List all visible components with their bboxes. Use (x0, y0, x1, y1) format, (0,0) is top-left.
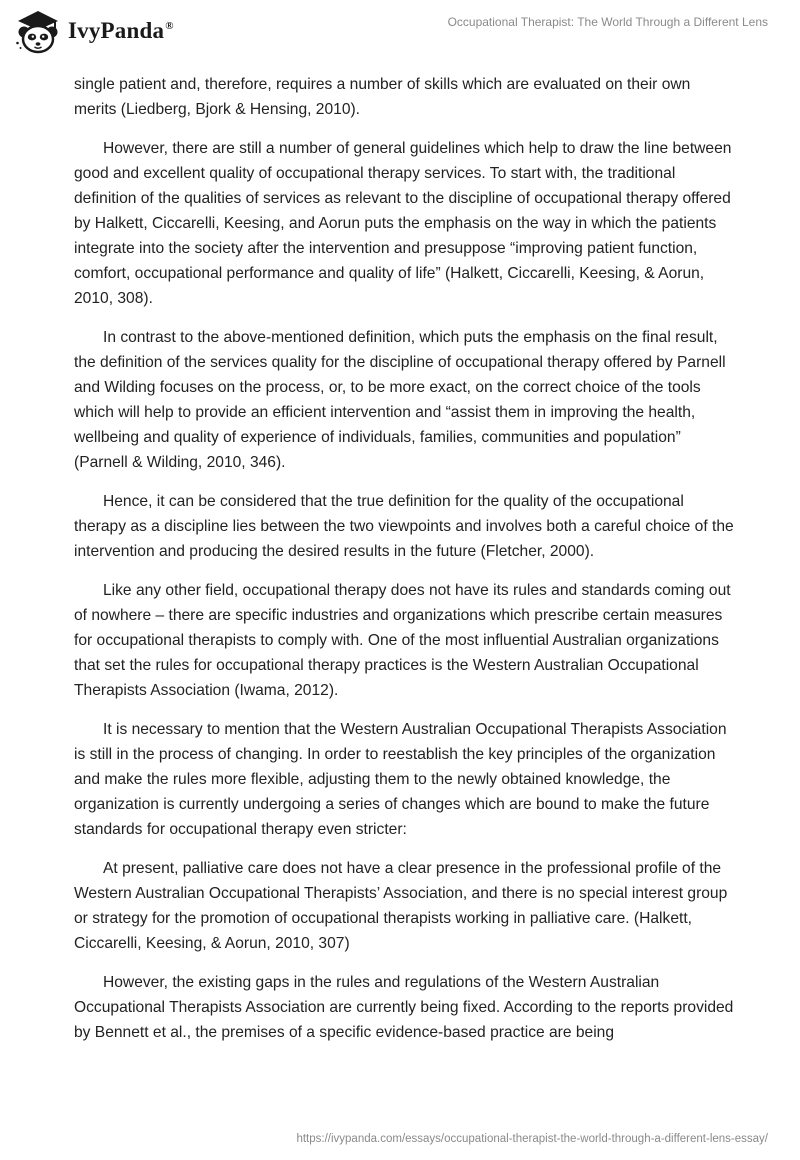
paragraph-gaps: However, the existing gaps in the rules and regulations of the Western Australian Occupational Therapists Association are currently being fixed. According to the reports provided by Bennett et al., the premises of a specific evidence-based practice are being (74, 974, 734, 1041)
paragraph-guidelines: However, there are still a number of general guidelines which help to draw the line between good and excellent quality of occupational therapy services. To start with, the traditional definition of the qualities of services as relevant to the discipline of occupational therapy offered by Halkett, Ciccarelli, Keesing, and Aorun puts the emphasis on the way in which the patients integrate into the society after the intervention and presuppose “improving patient function, comfort, occupational performance and quality of life” (Halkett, Ciccarelli, Keesing, & Aorun, 2010, 308). (74, 140, 732, 307)
registered-mark: ® (165, 20, 174, 33)
logo-wordmark (68, 18, 174, 44)
logo-text: IvyPanda (68, 18, 165, 43)
document-title: Occupational Therapist: The World Through a Different Lens (447, 15, 768, 29)
paragraph-hence: Hence, it can be considered that the true definition for the quality of the occupational therapy as a discipline lies between the two viewpoints and involves both a careful choice of the intervention and producing the desired results in the future (Fletcher, 2000). (74, 493, 734, 560)
ivypanda-logo[interactable] (14, 8, 174, 54)
paragraph-quote: At present, palliative care does not have a clear presence in the professional profile of the Western Australian Occupational Therapists’ Association, and there is no special interest group or strategy for the promotion of occupational therapists working in palliative care. (Halkett, Ciccarelli, Keesing, & Aorun, 2010, 307) (74, 860, 728, 952)
paragraph-continuation: single patient and, therefore, requires a number of skills which are evaluated on their own merits (Liedberg, Bjork & Hensing, 2010). (74, 76, 691, 118)
panda-graduate-icon (14, 8, 62, 54)
essay-body (74, 72, 734, 1059)
source-url[interactable]: https://ivypanda.com/essays/occupational-therapist-the-world-through-a-different-lens-essay/ (296, 1133, 768, 1145)
paragraph-rules: Like any other field, occupational therapy does not have its rules and standards coming out of nowhere – there are specific industries and organizations which prescribe certain measures for occupational therapists to comply with. One of the most influential Australian organizations that set the rules for occupational therapy practices is the Western Australian Occupational Therapists Association (Iwama, 2012). (74, 582, 731, 699)
page-header (0, 0, 800, 70)
paragraph-changing: It is necessary to mention that the Western Australian Occupational Therapists Association is still in the process of changing. In order to reestablish the key principles of the organization and make the rules more flexible, adjusting them to the newly obtained knowledge, the organization is currently undergoing a series of changes which are bound to make the future standards for occupational therapy even stricter: (74, 721, 727, 838)
paragraph-contrast: In contrast to the above-mentioned definition, which puts the emphasis on the final result, the definition of the services quality for the discipline of occupational therapy offered by Parnell and Wilding focuses on the process, or, to be more exact, on the correct choice of the tools which will help to provide an efficient intervention and “assist them in improving the health, wellbeing and quality of experience of individuals, families, communities and population” (Parnell & Wilding, 2010, 346). (74, 329, 726, 471)
